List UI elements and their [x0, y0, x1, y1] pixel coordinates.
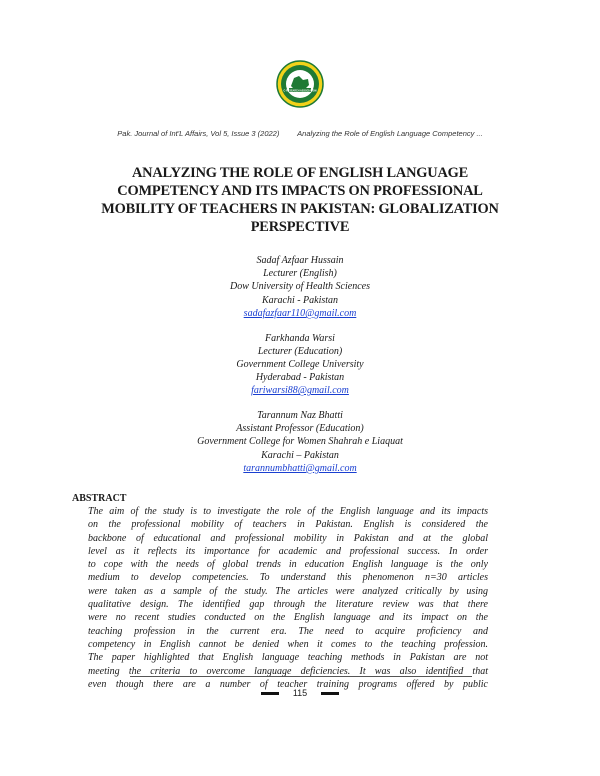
- title-line: ANALYZING THE ROLE OF ENGLISH LANGUAGE: [131, 165, 469, 181]
- abstract-heading: ABSTRACT: [72, 493, 127, 504]
- abstract-line: qualitative design. The identified gap through the literature review was that there: [88, 599, 488, 611]
- author-location: Karachi – Pakistan: [261, 449, 339, 461]
- seal-text: C-RESEARCH ASSOCIATION: [283, 89, 317, 93]
- page-footer: [0, 688, 600, 698]
- abstract-body: [88, 505, 488, 691]
- author-email-link[interactable]: sadafazfaar110@gmail.com: [243, 307, 357, 319]
- author-name: Farkhanda Warsi: [265, 332, 335, 344]
- abstract-line: even though there are a number of teacher training programs offered by public: [88, 678, 488, 690]
- footer-divider: [130, 676, 472, 677]
- author-institution: Government College University: [236, 358, 364, 370]
- abstract-line: meeting the criteria to overcome language deficiencies. It was also identified that: [88, 665, 488, 677]
- author-email-link[interactable]: fariwarsi88@gmail.com: [251, 385, 349, 397]
- abstract-line: medium to develop competencies. To understand this phenomenon n=30 articles: [88, 572, 488, 584]
- abstract-line: The aim of the study is to investigate the role of the English language and its impacts: [88, 506, 488, 517]
- author-name: Sadaf Azfaar Hussain: [256, 255, 344, 266]
- title-line: PERSPECTIVE: [250, 219, 350, 235]
- journal-citation: Pak. Journal of Int'L Affairs, Vol 5, Issue 3 (2022): [117, 129, 280, 138]
- abstract-line: on the professional mobility of teachers in Pakistan. English is considered the: [88, 519, 488, 531]
- abstract-line: backbone of educational and professional mobility in Pakistan and at the global: [88, 532, 488, 544]
- author-location: Hyderabad - Pakistan: [255, 372, 345, 384]
- author-block: [0, 332, 600, 398]
- page-number: 115: [292, 688, 308, 698]
- abstract-line: level as it reflects its importance for academic and professional success. In order: [88, 545, 488, 557]
- abstract-line: to cope with the needs of global trends in education English language is the only: [88, 559, 488, 571]
- author-position: Lecturer (English): [263, 268, 337, 280]
- dash-ornament-right: [321, 692, 339, 695]
- journal-seal-icon: [276, 60, 324, 108]
- abstract-line: were no recent studies conducted on the English language and its impact on the: [88, 612, 488, 624]
- author-location: Karachi - Pakistan: [261, 294, 339, 306]
- author-position: Lecturer (Education): [257, 345, 343, 357]
- paper-title: [60, 164, 540, 236]
- running-title: Analyzing the Role of English Language Competency ...: [297, 129, 483, 138]
- abstract-line: competency in English cannot be denied when it comes to the teaching profession.: [88, 638, 488, 650]
- dash-ornament-left: [261, 692, 279, 695]
- author-block: [0, 409, 600, 475]
- author-institution: Dow University of Health Sciences: [230, 281, 370, 293]
- title-line: MOBILITY OF TEACHERS IN PAKISTAN: GLOBALIZATION: [101, 201, 499, 217]
- title-line: COMPETENCY AND ITS IMPACTS ON PROFESSIONAL: [117, 183, 483, 199]
- author-block: [0, 254, 600, 320]
- author-position: Assistant Professor (Education): [236, 423, 364, 435]
- author-name: Tarannum Naz Bhatti: [257, 410, 343, 422]
- abstract-line: teaching profession in the current era. The need to acquire proficiency and: [88, 625, 488, 637]
- author-email-link[interactable]: tarannumbhatti@gmail.com: [243, 462, 357, 474]
- author-institution: Government College for Women Shahrah e Liaquat: [197, 436, 403, 448]
- abstract-line: were taken as a sample of the study. The articles were analyzed critically by using: [88, 585, 488, 597]
- abstract-line: The paper highlighted that English language teaching methods in Pakistan are not: [88, 652, 488, 664]
- running-header: [0, 129, 600, 138]
- author-list: [0, 254, 600, 487]
